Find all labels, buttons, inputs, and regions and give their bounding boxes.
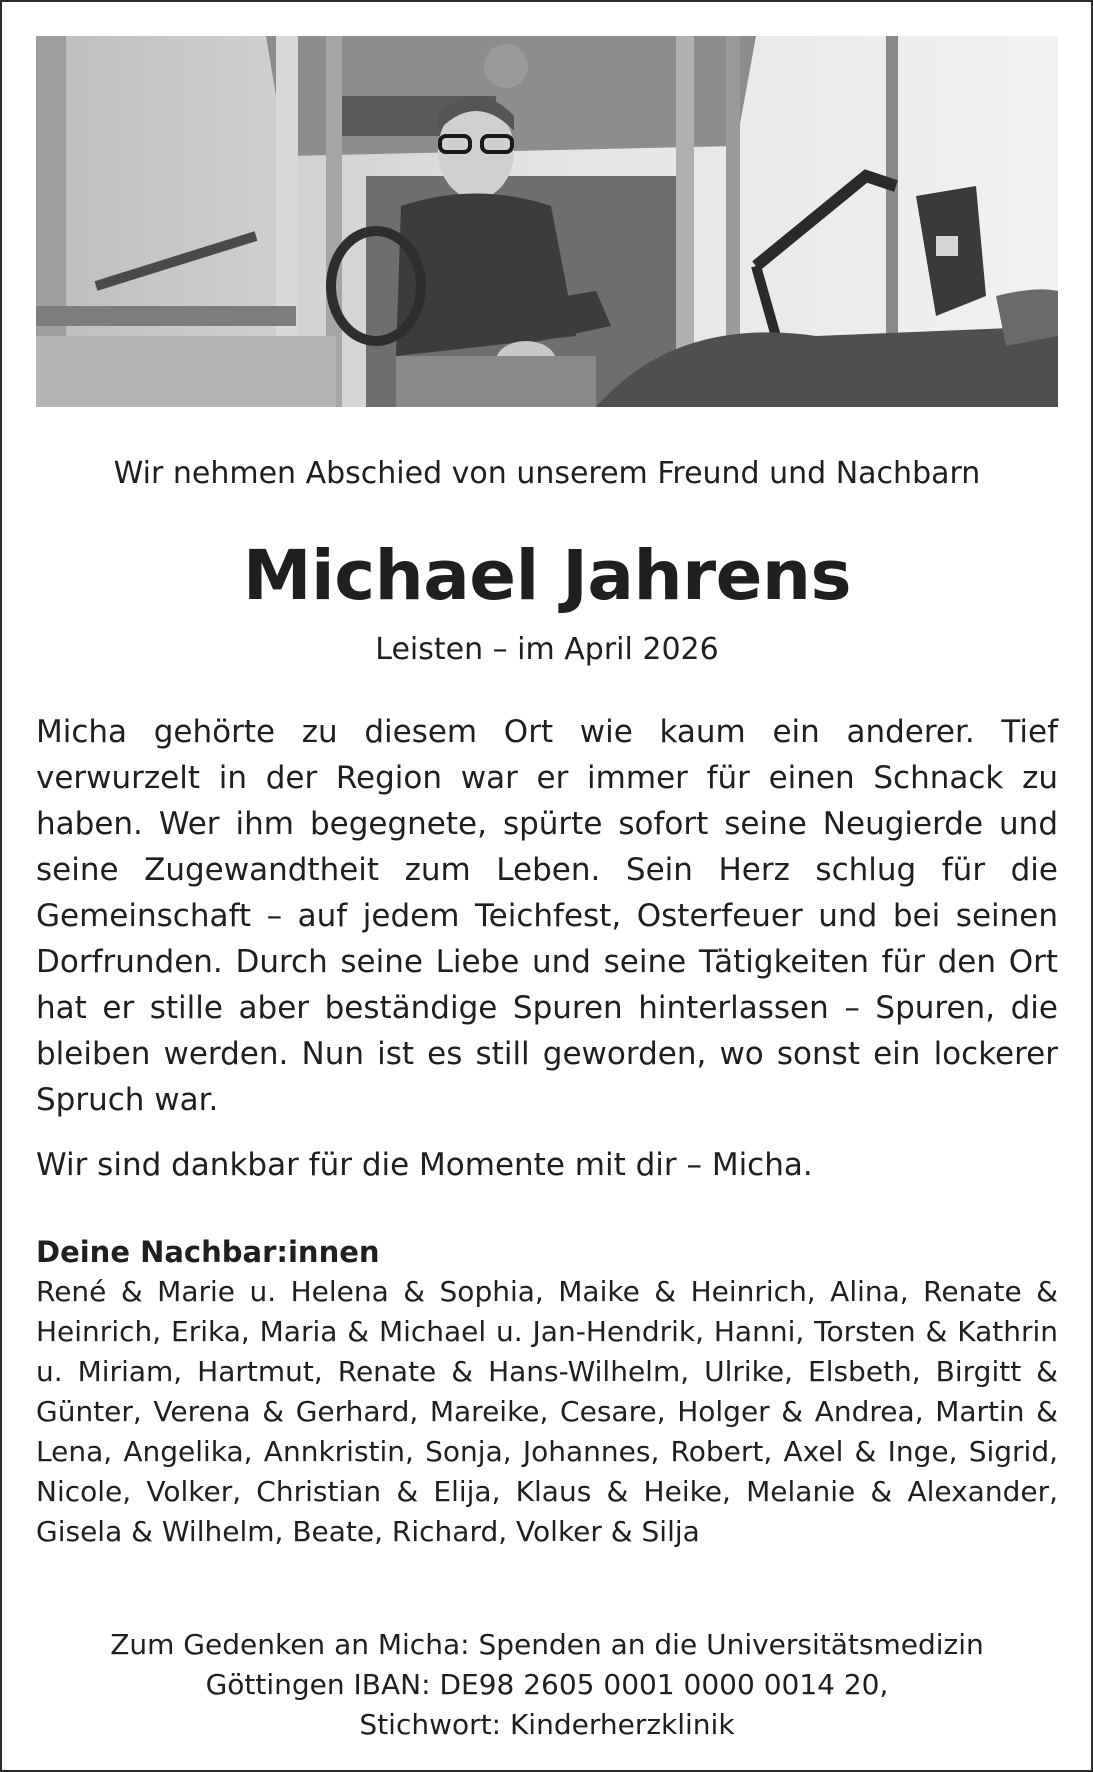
place-date: Leisten – im April 2026 — [375, 632, 719, 667]
intro-text: Wir nehmen Abschied von unserem Freund und Nachbarn — [113, 456, 981, 491]
obituary-body: Micha gehörte zu diesem Ort wie kaum ein anderer. Tief verwurzelt in der Region war er immer für einen Schnack zu haben. Wer ihm begegnete, spürte sofort seine Neugierde und seine Zugewandtheit zum Leben. Sein Herz schlug für die Gemeinschaft – auf jedem Teichfest, Osterfeuer und bei seinen Dorfrunden. Durch seine Liebe und seine Tätigkeiten für den Ort hat er stille aber beständige Spuren hinterlassen – Spuren, die bleiben werden. Nun ist es still geworden, wo sonst ein lockerer Spruch war. — [36, 714, 1058, 1118]
portrait-photo — [36, 36, 1058, 407]
donation-line-1: Zum Gedenken an Micha: Spenden an die Universitätsmedizin — [110, 1628, 984, 1661]
neighbours-section — [36, 1232, 1058, 1552]
donation-note — [36, 1625, 1058, 1745]
neighbours-names: René & Marie u. Helena & Sophia, Maike & Heinrich, Alina, Renate & Heinrich, Erika, Maria & Michael u. Jan-Hendrik, Hanni, Torsten & Kathrin u. Miriam, Hartmut, Renate & Hans-Wilhelm, Ulrike, Elsbeth, Birgitt & Günter, Verena & Gerhard, Mareike, Cesare, Holger & Andrea, Martin & Lena, Angelika, Annkristin, Sonja, Johannes, Robert, Axel & Inge, Sigrid, Nicole, Volker, Christian & Elija, Klaus & Heike, Melanie & Alexander, Gisela & Wilhelm, Beate, Richard, Volker & Silja — [36, 1275, 1058, 1548]
tractor-portrait-image — [36, 36, 1058, 407]
thanks-line: Wir sind dankbar für die Momente mit dir – Micha. — [36, 1147, 813, 1183]
donation-line-3: Stichwort: Kinderherzklinik — [359, 1708, 735, 1741]
deceased-name: Michael Jahrens — [242, 536, 852, 616]
donation-line-2: Göttingen IBAN: DE98 2605 0001 0000 0014 20, — [205, 1668, 889, 1701]
neighbours-heading: Deine Nachbar:innen — [36, 1235, 380, 1269]
